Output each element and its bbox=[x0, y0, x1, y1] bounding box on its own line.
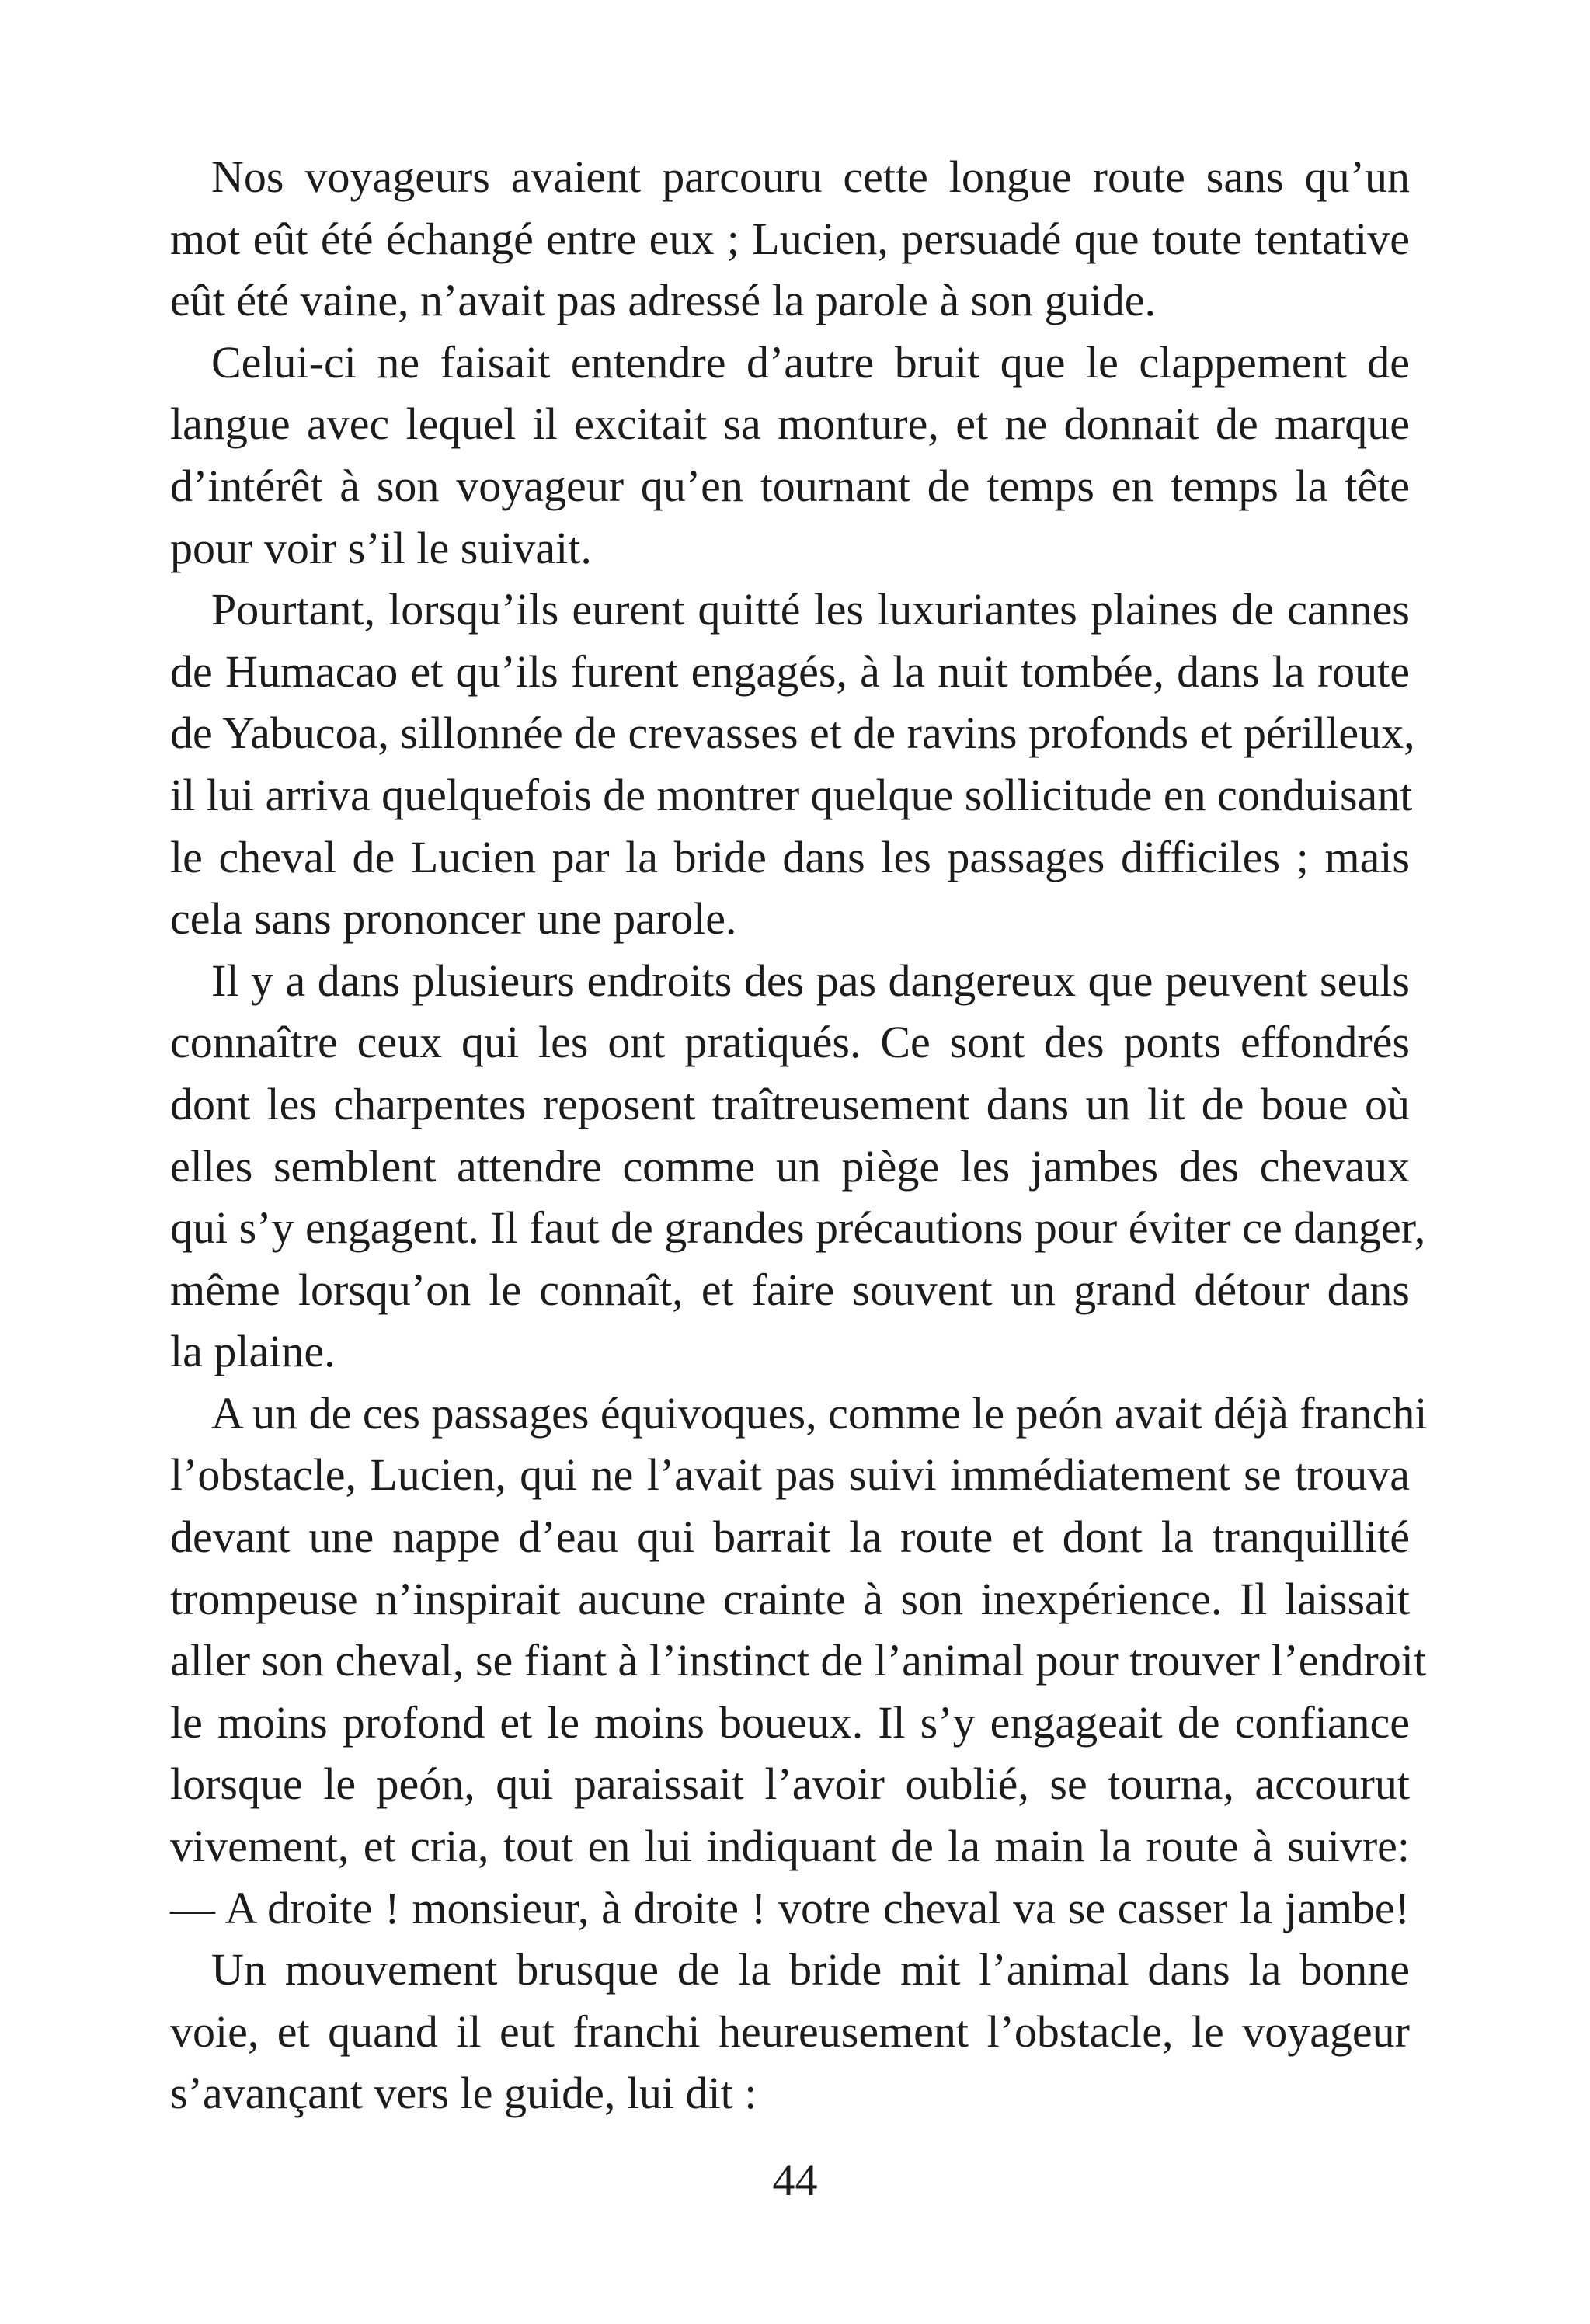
text-line: la plaine. bbox=[170, 1326, 336, 1377]
text-line: — A droite ! monsieur, à droite ! votre cheval va se casser la jambe! bbox=[170, 1882, 1410, 1933]
text-line: Il y a dans plusieurs endroits des pas dangereux que peuvent seuls bbox=[211, 955, 1410, 1006]
text-line: de Humacao et qu’ils furent engagés, à la nuit tombée, dans la route bbox=[170, 645, 1410, 697]
text-line: elles semblent attendre comme un piège les jambes des chevaux bbox=[170, 1140, 1410, 1192]
text-line: A un de ces passages équivoques, comme le peón avait déjà franchi bbox=[211, 1387, 1428, 1439]
text-line: il lui arriva quelquefois de montrer quelque sollicitude en conduisant bbox=[170, 769, 1413, 820]
text-line: aller son cheval, se fiant à l’instinct de l’animal pour trouver l’endroit bbox=[170, 1635, 1427, 1686]
text-line: le cheval de Lucien par la bride dans les passages difficiles ; mais bbox=[170, 831, 1410, 882]
paragraph bbox=[170, 579, 1415, 950]
page-number: 44 bbox=[772, 2155, 818, 2205]
text-line: vivement, et cria, tout en lui indiquant de la main la route à suivre: bbox=[170, 1821, 1410, 1872]
paragraph bbox=[170, 1939, 1410, 2124]
text-line: le moins profond et le moins boueux. Il s’y engageait de confiance bbox=[170, 1696, 1410, 1748]
text-line: l’obstacle, Lucien, qui ne l’avait pas suivi immédiatement se trouva bbox=[170, 1449, 1410, 1501]
text-line: Pourtant, lorsqu’ils eurent quitté les luxuriantes plaines de cannes bbox=[211, 584, 1410, 635]
text-line: voie, et quand il eut franchi heureusement l’obstacle, le voyageur bbox=[170, 2006, 1410, 2057]
text-line: Celui-ci ne faisait entendre d’autre bruit que le clappement de bbox=[211, 336, 1410, 388]
text-line: connaître ceux qui les ont pratiqués. Ce sont des ponts effondrés bbox=[170, 1017, 1410, 1068]
text-line: dont les charpentes reposent traîtreusement dans un lit de boue où bbox=[170, 1078, 1410, 1129]
text-line: devant une nappe d’eau qui barrait la route et dont la tranquillité bbox=[170, 1512, 1410, 1563]
body-text bbox=[170, 146, 1428, 2124]
text-line: eût été vaine, n’avait pas adressé la parole à son guide. bbox=[170, 275, 1157, 326]
text-line: d’intérêt à son voyageur qu’en tournant de temps en temps la tête bbox=[170, 460, 1410, 511]
text-line: de Yabucoa, sillonnée de crevasses et de ravins profonds et périlleux, bbox=[170, 708, 1415, 759]
text-line: qui s’y engagent. Il faut de grandes précautions pour éviter ce danger, bbox=[170, 1202, 1426, 1254]
text-line: s’avançant vers le guide, lui dit : bbox=[170, 2068, 757, 2119]
text-line: langue avec lequel il excitait sa monture, et ne donnait de marque bbox=[170, 398, 1410, 450]
text-line: Nos voyageurs avaient parcouru cette longue route sans qu’un bbox=[211, 151, 1410, 202]
text-line: trompeuse n’inspirait aucune crainte à son inexpérience. Il laissait bbox=[170, 1573, 1410, 1624]
paragraph bbox=[170, 950, 1426, 1383]
paragraph bbox=[170, 332, 1410, 579]
paragraph bbox=[170, 146, 1410, 332]
text-line: Un mouvement brusque de la bride mit l’animal dans la bonne bbox=[211, 1944, 1410, 1995]
text-line: mot eût été échangé entre eux ; Lucien, persuadé que toute tentative bbox=[170, 213, 1410, 264]
text-line: même lorsqu’on le connaît, et faire souvent un grand détour dans bbox=[170, 1264, 1410, 1315]
text-line: cela sans prononcer une parole. bbox=[170, 893, 737, 945]
paragraph bbox=[170, 1383, 1428, 1939]
text-line: lorsque le peón, qui paraissait l’avoir oublié, se tourna, accourut bbox=[170, 1759, 1410, 1810]
text-line: pour voir s’il le suivait. bbox=[170, 522, 592, 573]
